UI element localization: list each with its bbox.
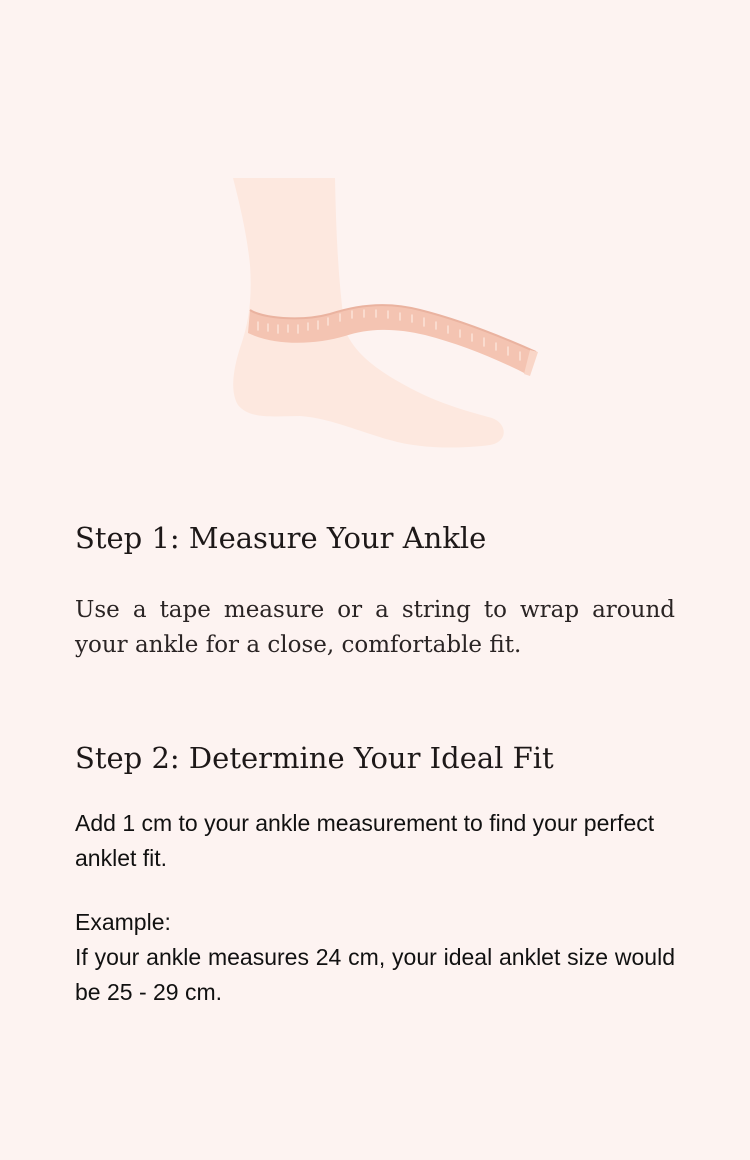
step2-description: Add 1 cm to your ankle measurement to find your perfect anklet fit. xyxy=(75,810,655,871)
example-label: Example: xyxy=(75,909,171,935)
step1-description: Use a tape measure or a string to wrap around your ankle for a close, comfortable fit. xyxy=(75,597,675,658)
step1-heading: Step 1: Measure Your Ankle xyxy=(75,521,487,555)
example-text: If your ankle measures 24 cm, your ideal anklet size would be 25 - 29 cm. xyxy=(75,944,675,1005)
ankle-measure-illustration xyxy=(0,0,750,480)
step2-heading: Step 2: Determine Your Ideal Fit xyxy=(75,741,554,775)
